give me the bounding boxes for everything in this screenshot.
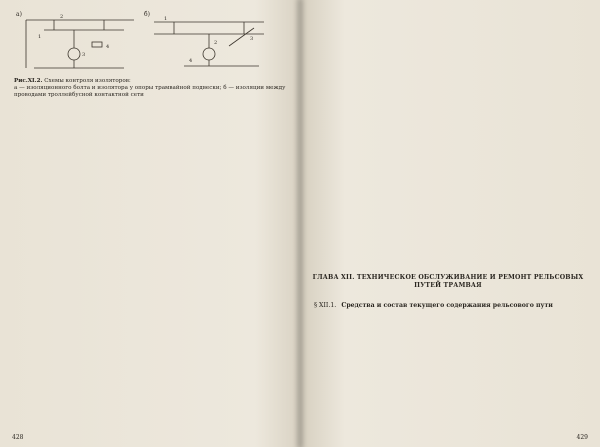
section-heading: [314, 302, 588, 310]
right-body-text: [308, 8, 588, 266]
chapter-heading: ГЛАВА XII. ТЕХНИЧЕСКОЕ ОБСЛУЖИВАНИЕ И РЕМОНТ РЕЛЬСОВЫХ ПУТЕЙ ТРАМВАЯ: [312, 274, 584, 289]
right-page: [300, 0, 600, 447]
caption-body: а — изоляционного болта и изолятора у опоры трамвайной подвески; б — изоляции между проводами троллейбусной контактной сети: [14, 85, 286, 98]
figure-b-callout-3: 3: [250, 36, 254, 42]
caption-number: Рис.XI.2.: [14, 78, 43, 84]
right-closing-paragraph: [308, 320, 588, 327]
insulator-figure: [14, 8, 294, 74]
right-paragraph-3: [308, 22, 588, 29]
section-title: Средства и состав текущего содержания рельсового пути: [341, 302, 553, 309]
section-mark: § XII.1.: [314, 302, 337, 309]
left-page-number: 428: [12, 434, 24, 441]
figure-a-callout-1: 1: [38, 34, 42, 40]
figure-caption: [14, 78, 294, 99]
right-paragraph-1: [308, 8, 588, 15]
figure-b-callout-1: 1: [164, 16, 168, 22]
left-paragraph-1: [14, 109, 294, 116]
figure-b-callout-4: 4: [189, 58, 193, 64]
figure-panel-b-label: б): [144, 11, 150, 18]
figure-a-callout-4: 4: [106, 44, 110, 50]
figure-a-callout-3: 3: [82, 52, 86, 58]
right-page-number: 429: [576, 434, 588, 441]
right-paragraph-2: [308, 15, 588, 22]
figure-b-callout-2: 2: [214, 40, 218, 46]
figure-a-callout-2: 2: [60, 14, 64, 20]
left-paragraph-3: [14, 123, 294, 130]
insulator-schematic: [14, 8, 274, 74]
figure-panel-a-label: а): [16, 11, 22, 18]
left-body-text: [14, 109, 294, 341]
right-closing-text: [308, 320, 588, 327]
left-paragraph-4: [14, 130, 294, 137]
caption-title: Схемы контроля изоляторов:: [44, 78, 131, 84]
left-paragraph-2: [14, 116, 294, 123]
